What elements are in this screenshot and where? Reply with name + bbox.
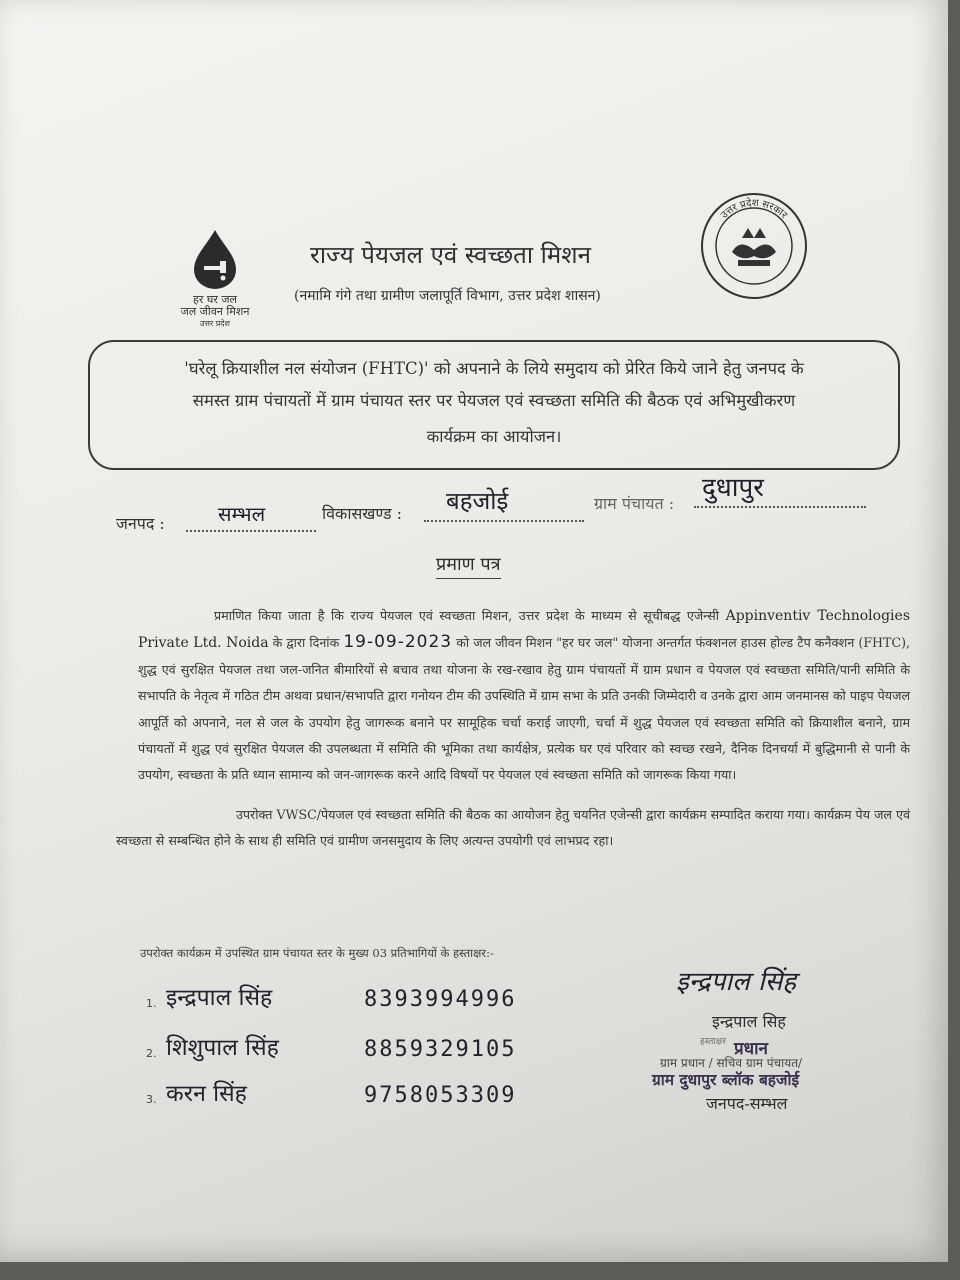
logo-line-1: हर घर जल: [193, 293, 237, 306]
page-subtitle: (नमामि गंगे तथा ग्रामीण जलापूर्ति विभाग, उत्तर प्रदेश शासन): [294, 288, 601, 304]
village-stamp: ग्राम दुधापुर ब्लॉक बहजोई: [652, 1071, 800, 1089]
panchayat-label: ग्राम पंचायत :: [594, 494, 675, 513]
participant-phone: 8393994996: [364, 987, 517, 1012]
official-district: जनपद-सम्भल: [706, 1094, 788, 1113]
certificate-heading: प्रमाण पत्र: [436, 552, 501, 579]
agency-name: Appinventiv Technologies Private Ltd. Noida: [138, 608, 910, 652]
participants-note: उपरोक्त कार्यक्रम में उपस्थित ग्राम पंचायत स्तर के मुख्य 03 प्रतिभागियों के हस्ताक्षर:-: [140, 946, 494, 960]
seal-text: उत्तर प्रदेश सरकार: [719, 197, 790, 221]
certificate-paragraph-1: [138, 603, 910, 789]
logo-line-3: उत्तर प्रदेश: [200, 319, 230, 328]
page-title: राज्य पेयजल एवं स्वच्छता मिशन: [310, 241, 591, 269]
official-name: इन्द्रपाल सिह: [712, 1012, 786, 1031]
program-title-line-1: 'घरेलू क्रियाशील नल संयोजन (FHTC)' को अपनाने के लिये समुदाय को प्रेरित किये जाने हेतु जनपद के: [184, 359, 804, 378]
participant-row-1: [146, 976, 566, 1016]
para1-part1: प्रमाणित किया जाता है कि राज्य पेयजल एवं स्वच्छता मिशन, उत्तर प्रदेश के माध्यम से सूचीबद्ध एजेन्सी: [214, 608, 719, 623]
official-small-text: हस्ताक्षर: [700, 1037, 726, 1047]
official-signature: इन्द्रपाल सिंह: [676, 967, 797, 997]
para1-part3: को जल जीवन मिशन "हर घर जल" योजना अन्तर्गत फंक्शनल हाउस होल्ड टैप कनैक्शन (FHTC), शुद्ध एवं सुरक्षित पेयजल तथा जल-जनित बीमारियों से बचाव तथा योजना के रख-रखाव हेतु ग्राम पंचायतों में ग्राम प्रधान व पेयजल एवं स्वच्छता समिति/पानी समिति के सभापति के नेतृत्व में गठित टीम अथवा प्रधान/सभापति द्वारा गनोयन टीम की उपस्थिति में ग्राम सभा के प्रति उनकी जिम्मेदारी व उनके द्वारा आम जनमानस को पाइप पेयजल आपूर्ति को अपनाने, नल से जल के उपयोग हेतु जागरूक बनाने पर सामूहिक चर्चा कराई जाएगी, चर्चा में शुद्ध पेयजल एवं स्वच्छता समिति को क्रियाशील बनाने, ग्राम पंचायतों में शुद्ध एवं सुरक्षित पेयजल की उपलब्धता में समिति की भूमिका तथा कार्यक्षेत्र, प्रत्येक घर एवं परिवार को स्वच्छ रखने, दैनिक दिनचर्या में बुद्धिमानी से पानी के उपयोग, स्वच्छता के प्रति ध्यान सामान्य को जन-जागरूक करने आदि विषयों पर पेयजल एवं स्वच्छता समिति को जागरूक किया गया।: [138, 635, 910, 783]
official-role: ग्राम प्रधान / सचिव ग्राम पंचायत/: [660, 1056, 803, 1070]
participant-number: 2.: [146, 1047, 157, 1060]
pradhan-stamp: प्रधान: [734, 1039, 768, 1059]
district-label: जनपद :: [116, 514, 165, 533]
panchayat-value: दुधापुर: [702, 473, 764, 503]
water-drop-icon: [184, 228, 246, 290]
panchayat-dotted-line: [694, 506, 866, 508]
block-dotted-line: [424, 520, 584, 522]
participant-phone: 9758053309: [364, 1083, 517, 1108]
program-title-line-3: कार्यक्रम का आयोजन।: [426, 427, 562, 446]
logo-line-2: जल जीवन मिशन: [180, 305, 250, 318]
certificate-paragraph-2: उपरोक्त VWSC/पेयजल एवं स्वच्छता समिति की बैठक का आयोजन हेतु चयनित एजेन्सी द्वारा कार्यक्रम सम्पादित कराया गया। कार्यक्रम पेय जल एवं स्वच्छता से सम्बन्धित होने के साथ ही समिति एवं ग्रामीण जनसमुदाय के लिए अत्यन्त उपयोगी एवं लाभप्रद रहा।: [116, 807, 910, 848]
participant-row-3: [146, 1072, 566, 1112]
participant-signature: इन्द्रपाल सिंह: [166, 985, 273, 1011]
up-government-seal-icon: [698, 190, 810, 302]
har-ghar-jal-logo: [160, 228, 270, 330]
participant-signature: शिशुपाल सिंह: [166, 1035, 279, 1061]
district-dotted-line: [186, 530, 316, 532]
participant-signature: करन सिंह: [166, 1081, 247, 1107]
participant-number: 1.: [146, 997, 157, 1010]
block-label: विकासखण्ड :: [322, 504, 403, 523]
program-title-box: [88, 340, 900, 470]
program-date: 19-09-2023: [343, 632, 453, 653]
participant-phone: 8859329105: [364, 1037, 517, 1062]
district-value: सम्भल: [218, 502, 266, 526]
participant-number: 3.: [146, 1093, 157, 1106]
block-value: बहजोई: [446, 487, 509, 515]
program-title-line-2: समस्त ग्राम पंचायतों में ग्राम पंचायत स्तर पर पेयजल एवं स्वच्छता समिति की बैठक एवं अभिमुखीकरण: [192, 391, 796, 410]
para1-part2: के द्वारा दिनांक: [272, 635, 340, 651]
participant-row-2: [146, 1026, 566, 1066]
